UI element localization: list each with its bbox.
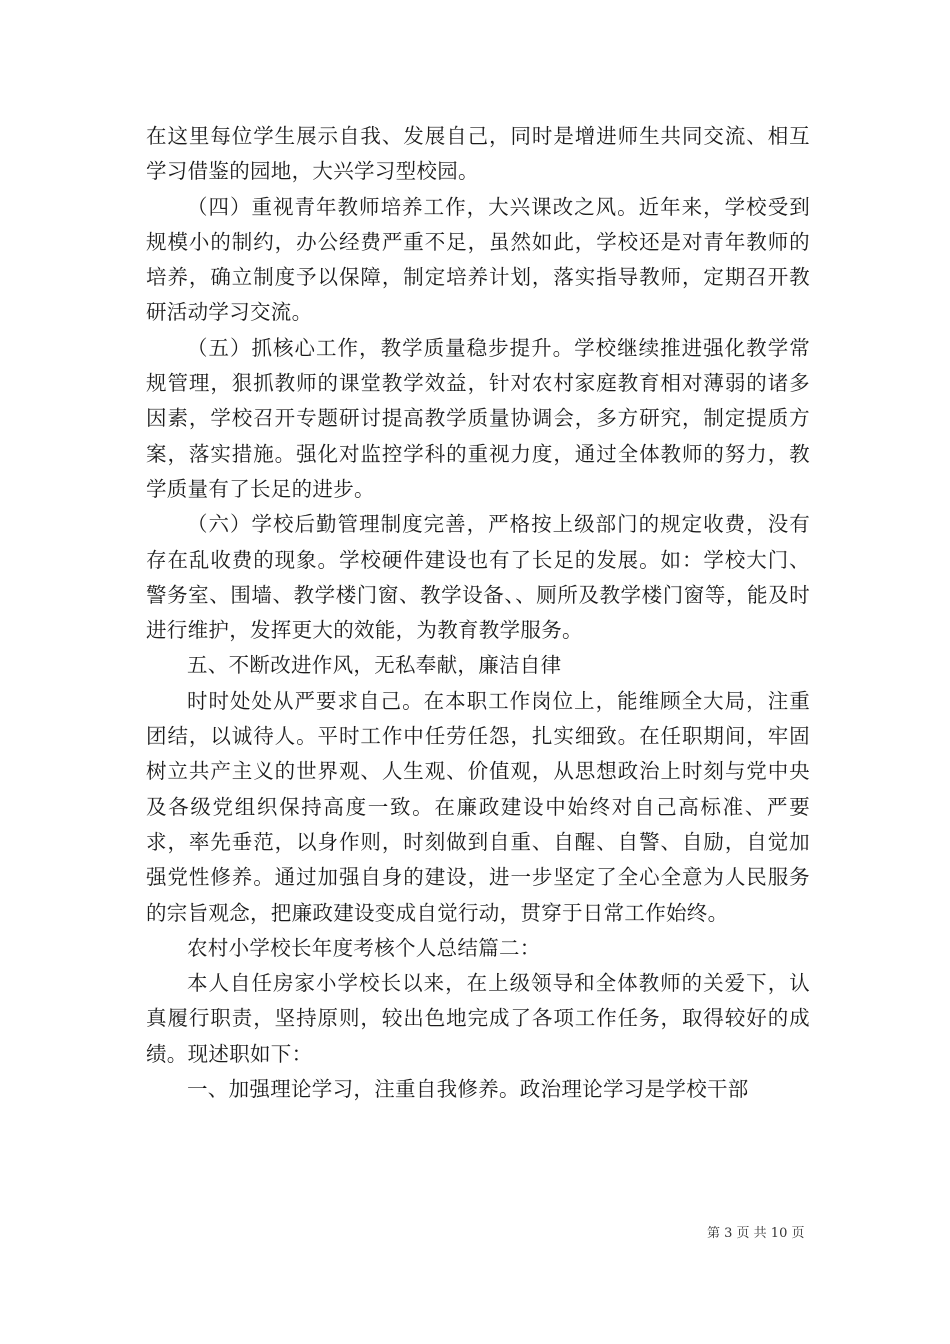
page-number-footer: 第 3 页 共 10 页 bbox=[707, 1226, 805, 1241]
section-heading-work-style: 五、不断改进作风，无私奉献，廉洁自律 bbox=[187, 653, 562, 678]
paragraph-youth-teacher-training: （四）重视青年教师培养工作，大兴课改之风。近年来，学校受到规模小的制约，办公经费严重不足，虽然如此，学校还是对青年教师的培养，确立制度予以保障，制定培养计划，落实指导教师，定期召开教研活动学习交流。 bbox=[146, 194, 810, 325]
paragraph-introduction: 本人自任房家小学校长以来，在上级领导和全体教师的关爱下，认真履行职责，坚持原则，较出色地完成了各项工作任务，取得较好的成绩。现述职如下： bbox=[146, 971, 810, 1066]
article-title-part-two: 农村小学校长年度考核个人总结篇二： bbox=[187, 935, 541, 960]
paragraph-theory-study: 一、加强理论学习，注重自我修养。政治理论学习是学校干部 bbox=[187, 1077, 749, 1102]
paragraph-self-discipline: 时时处处从严要求自己。在本职工作岗位上，能维顾全大局，注重团结，以诚待人。平时工作中任劳任怨，扎实细致。在任职期间，牢固树立共产主义的世界观、人生观、价值观，从思想政治上时刻与党中央及各级党组织保持高度一致。在廉政建设中始终对自己高标准、严要求，率先垂范，以身作则，时刻做到自重、自醒、自警、自励，自觉加强党性修养。通过加强自身的建设，进一步坚定了全心全意为人民服务的宗旨观念，把廉政建设变成自觉行动，贯穿于日常工作始终。 bbox=[146, 688, 810, 925]
paragraph-logistics-management: （六）学校后勤管理制度完善，严格按上级部门的规定收费，没有存在乱收费的现象。学校硬件建设也有了长足的发展。如：学校大门、警务室、围墙、教学楼门窗、教学设备、、厕所及教学楼门窗等，能及时进行维护，发挥更大的效能，为教育教学服务。 bbox=[146, 512, 810, 643]
document-body bbox=[146, 119, 810, 1107]
paragraph-continuation: 在这里每位学生展示自我、发展自己，同时是增进师生共同交流、相互学习借鉴的园地，大兴学习型校园。 bbox=[146, 124, 810, 184]
paragraph-teaching-quality: （五）抓核心工作，教学质量稳步提升。学校继续推进强化教学常规管理，狠抓教师的课堂教学效益，针对农村家庭教育相对薄弱的诸多因素，学校召开专题研讨提高教学质量协调会，多方研究，制定提质方案，落实措施。强化对监控学科的重视力度，通过全体教师的努力，教学质量有了长足的进步。 bbox=[146, 335, 810, 501]
